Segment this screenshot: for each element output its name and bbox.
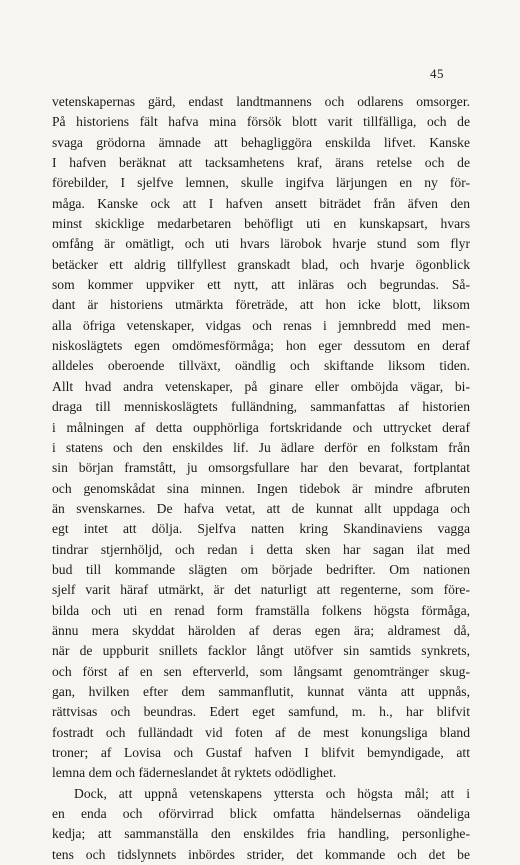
text-line: egt intet att dölja. Sjelfva natten kring Skandinaviens vagga <box>52 521 470 537</box>
text-line: alldeles oberoende tillväxt, oändlig och skiftande liksom tiden. <box>52 358 470 374</box>
text-line: när de uppburit snillets facklor långt utöfver sin samtids synkrets, <box>52 643 470 659</box>
text-line: än svenskarnes. De hafva vetat, att de kunnat allt uppdaga och <box>52 500 470 516</box>
text-line: förebilder, I sjelfve lemnen, skulle ingifva lärjungen en ny för- <box>52 175 470 191</box>
text-line: betäcker ett aldrig tillfyllest granskadt blad, och hvarje ögonblick <box>52 256 470 272</box>
text-line: kedja; att sammanställa den enskildes fria handling, personlighe- <box>52 826 470 842</box>
text-line: sin början framstått, ju omsorgsfullare har den bevarat, fortplantat <box>52 460 470 476</box>
text-line: tens och tidslynnets inbördes strider, det kommande och det be <box>52 846 470 862</box>
text-line: minst skicklige medarbetaren behöfligt uti en kunskapsart, hvars <box>52 216 470 232</box>
text-line: ännu mera skyddat härolden af deras egen ära; aldramest då, <box>52 622 470 638</box>
text-line: måga. Kanske ock att I hafven ansett biträdet från äfven den <box>52 195 470 211</box>
text-line: tindrar stjernhöljd, och redan i detta sken har sagan ilat med <box>52 541 470 557</box>
text-line: omfång är omätligt, och uti hvars lärobok hvarje stund som flyr <box>52 236 470 252</box>
text-line: gan, hvilken efter dem sammanflutit, kunnat vänta att uppnås, <box>52 683 470 699</box>
text-line: i målningen af detta oupphörliga fortskridande och uttrycket deraf <box>52 419 470 435</box>
text-line: en enda och oförvirrad blick omfatta händelsernas oändeliga <box>52 806 470 822</box>
text-line: troner; af Lovisa och Gustaf hafven I blifvit bemyndigade, att <box>52 745 470 760</box>
text-line: bilda och uti en renad form framställa folkens högsta förmåga, <box>52 602 470 618</box>
text-line: dant är historiens utmärkta företräde, att hon icke blott, liksom <box>52 297 470 313</box>
text-line: Dock, att uppnå vetenskapens yttersta och högsta mål; att i <box>74 785 470 801</box>
text-line: och först af en sen efterverld, som långsamt genomtränger skug- <box>52 663 470 679</box>
text-line: I hafven beräknat att tacksamhetens kraf, ärans retelse och de <box>52 155 470 171</box>
text-line: fostradt och fulländadt vid foten af de mest konungsliga bland <box>52 724 470 740</box>
text-line: och genomskådat sina minnen. Ingen tidebok är mindre afbruten <box>52 480 470 496</box>
page-number: 45 <box>430 66 444 81</box>
text-line: draga till menniskoslägtets fulländning, sammanfattas af historien <box>52 399 470 415</box>
text-line: bud till kommande slägten om började bedrifter. Om nationen <box>52 561 470 577</box>
text-line: niskoslägtets egen omdömesförmåga; hon eger dessutom en deraf <box>52 338 470 354</box>
text-line: sjelf varit häraf utmärkt, är det naturligt att regenterne, som före- <box>52 582 470 598</box>
text-line: svaga grödorna ämnade att behagliggöra enskilda lifvet. Kanske <box>52 134 470 150</box>
body-text <box>52 92 470 865</box>
text-line: vetenskapernas gärd, endast landtmannens och odlarens omsorger. <box>52 94 470 109</box>
text-line: lemna dem och fäderneslandet åt ryktets odödlighet. <box>52 765 337 781</box>
text-line: i statens och den enskildes lif. Ju ädlare derför en folkstam från <box>52 439 470 455</box>
text-line: rättvisas och beundras. Edert eget samfund, m. h., har blifvit <box>52 704 470 720</box>
text-line: som kommer uppviker ett nytt, att inläras och begrundas. Så- <box>52 277 470 293</box>
text-line: På historiens fält hafva mina försök blott varit tillfälliga, och de <box>52 114 470 130</box>
text-line: Allt hvad andra vetenskaper, på ginare eller omböjda vägar, bi- <box>52 378 470 394</box>
text-line: alla öfriga vetenskaper, vidgas och renas i jemnbredd med men- <box>52 317 470 333</box>
